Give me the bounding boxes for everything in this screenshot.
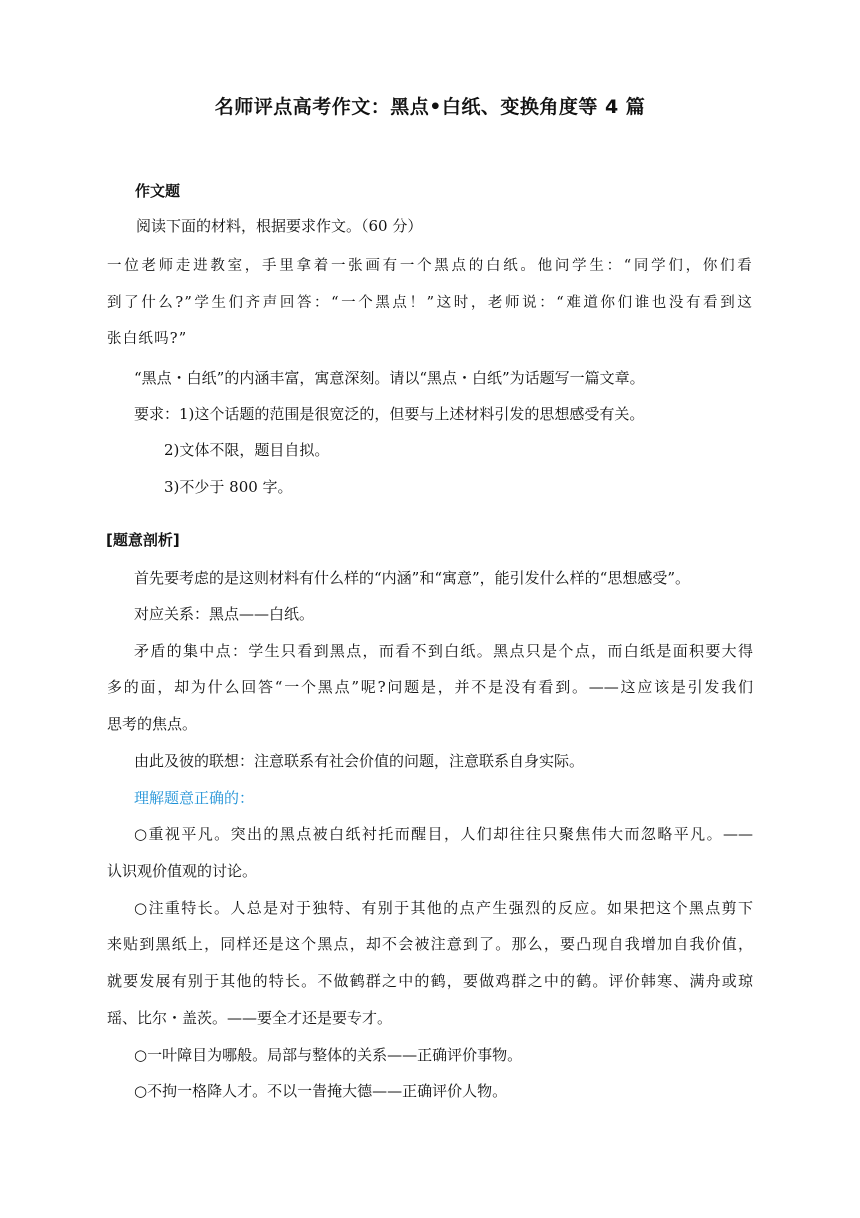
correct-understanding-heading: 理解题意正确的： bbox=[134, 789, 255, 807]
bullet-3: ○一叶障目为哪般。局部与整体的关系——正确评价事物。 bbox=[134, 1046, 523, 1064]
analysis-para-4: 由此及彼的联想：注意联系有社会价值的问题，注意联系自身实际。 bbox=[134, 752, 585, 770]
bullet-2-line-4: 瑶、比尔・盖茨。——要全才还是要专才。 bbox=[107, 1009, 393, 1027]
analysis-para-2: 对应关系：黑点——白纸。 bbox=[134, 605, 315, 623]
analysis-para-3-line-1: 矛盾的集中点：学生只看到黑点，而看不到白纸。黑点只是个点，而白纸是面积要大得 bbox=[134, 642, 753, 660]
bullet-4: ○不拘一格降人才。不以一眚掩大德——正确评价人物。 bbox=[134, 1082, 508, 1100]
bullet-1-line-1: ○重视平凡。突出的黑点被白纸衬托而醒目，人们却往往只聚焦伟大而忽略平凡。—— bbox=[134, 825, 753, 843]
topic-heading: 作文题 bbox=[135, 182, 181, 200]
story-line-2: 到了什么?”学生们齐声回答：“一个黑点！”这时，老师说：“难道你们谁也没有看到这 bbox=[107, 295, 753, 311]
requirement-2: 2)文体不限，题目自拟。 bbox=[164, 441, 330, 459]
requirement-3: 3)不少于 800 字。 bbox=[164, 478, 293, 496]
document-title: 名师评点高考作文：黑点•白纸、变换角度等 4 篇 bbox=[214, 96, 646, 118]
analysis-para-3-line-2: 多的面，却为什么回答“一个黑点”呢?问题是，并不是没有看到。——这应该是引发我们 bbox=[107, 678, 753, 696]
analysis-para-1: 首先要考虑的是这则材料有什么样的“内涵”和“寓意”，能引发什么样的“思想感受”。 bbox=[134, 569, 691, 587]
analysis-heading: [题意剖析] bbox=[106, 531, 180, 549]
topic-intro: 阅读下面的材料，根据要求作文。（60 分） bbox=[136, 217, 423, 235]
story-line-1: 一位老师走进教室，手里拿着一张画有一个黑点的白纸。他问学生：“同学们，你们看 bbox=[107, 258, 753, 274]
bullet-2-line-2: 来贴到黑纸上，同样还是这个黑点，却不会被注意到了。那么，要凸现自我增加自我价值， bbox=[107, 935, 753, 953]
topic-prompt: “黑点・白纸”的内涵丰富，寓意深刻。请以“黑点・白纸”为话题写一篇文章。 bbox=[134, 369, 645, 387]
bullet-2-line-1: ○注重特长。人总是对于独特、有别于其他的点产生强烈的反应。如果把这个黑点剪下 bbox=[134, 899, 753, 917]
bullet-2-line-3: 就要发展有别于其他的特长。不做鹤群之中的鹤，要做鸡群之中的鹤。评价韩寒、满舟或琼 bbox=[107, 972, 753, 990]
requirement-1: 要求：1)这个话题的范围是很宽泛的，但要与上述材料引发的思想感受有关。 bbox=[134, 405, 645, 423]
analysis-para-3-line-3: 思考的焦点。 bbox=[107, 715, 198, 733]
bullet-1-line-2: 认识观价值观的讨论。 bbox=[107, 862, 258, 880]
story-line-3: 张白纸吗?” bbox=[107, 331, 188, 347]
